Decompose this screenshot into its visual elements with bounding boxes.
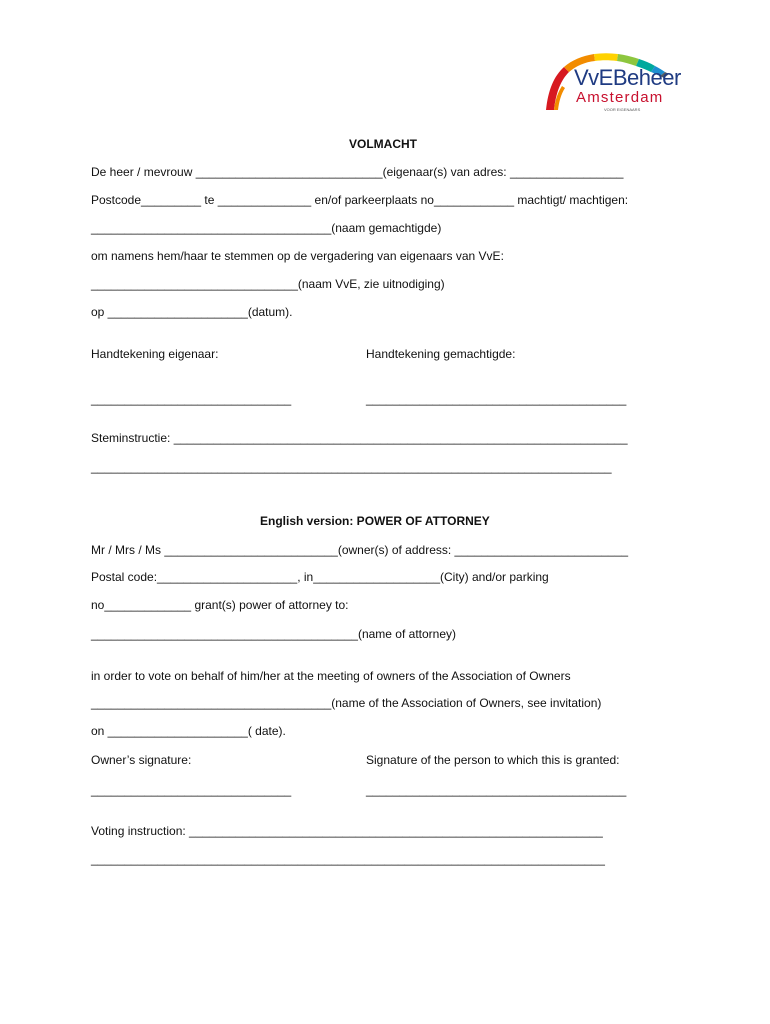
en-vote-line: in order to vote on behalf of him/her at the meeting of owners of the Association of Owners: [91, 669, 571, 683]
nl-agent-signature-line: _______________________________________: [366, 392, 627, 406]
en-owner-signature-line: ______________________________: [91, 783, 292, 797]
en-attorney-line: ________________________________________(name of attorney): [91, 627, 456, 641]
en-instruction-line: Voting instruction: ______________________________________________________________: [91, 824, 603, 838]
en-instruction-continuation: _____________________________________________________________________________: [91, 852, 605, 866]
en-date-line: on _____________________( date).: [91, 724, 286, 738]
nl-owner-signature-label: Handtekening eigenaar:: [91, 347, 219, 361]
logo-name: VvEBeheer: [574, 65, 681, 90]
en-owner-line: Mr / Mrs / Ms __________________________(owner(s) of address: __________________________: [91, 543, 629, 557]
title-power-of-attorney: English version: POWER OF ATTORNEY: [260, 514, 490, 528]
nl-date-line: op _____________________(datum).: [91, 305, 293, 319]
nl-instruction-line: Steminstructie: ____________________________________________________________________: [91, 431, 628, 445]
nl-vote-line: om namens hem/haar te stemmen op de vergadering van eigenaars van VvE:: [91, 249, 504, 263]
en-owner-signature-label: Owner’s signature:: [91, 753, 192, 767]
nl-owner-signature-line: ______________________________: [91, 392, 292, 406]
nl-postcode-line: Postcode_________ te ______________ en/of parkeerplaats no____________ machtigt/ machtigen:: [91, 193, 629, 207]
en-agent-signature-label: Signature of the person to which this is granted:: [366, 753, 620, 767]
nl-attorney-line: ____________________________________(naam gemachtigde): [91, 221, 442, 235]
logo-city: Amsterdam: [576, 89, 664, 106]
en-grant-line: no_____________ grant(s) power of attorney to:: [91, 598, 349, 612]
en-agent-signature-line: _______________________________________: [366, 783, 627, 797]
logo-tagline: VOOR EIGENAARS: [604, 107, 641, 112]
nl-vve-line: _______________________________(naam VvE, zie uitnodiging): [91, 277, 445, 291]
en-association-line: ____________________________________(name of the Association of Owners, see invitation): [91, 696, 602, 710]
nl-agent-signature-label: Handtekening gemachtigde:: [366, 347, 516, 361]
en-postal-line: Postal code:_____________________, in___________________(City) and/or parking: [91, 570, 549, 584]
title-volmacht: VOLMACHT: [349, 137, 417, 151]
nl-instruction-continuation: ______________________________________________________________________________: [91, 460, 612, 474]
nl-owner-line: De heer / mevrouw ____________________________(eigenaar(s) van adres: _________________: [91, 165, 624, 179]
vvebeheer-logo: [542, 50, 681, 116]
